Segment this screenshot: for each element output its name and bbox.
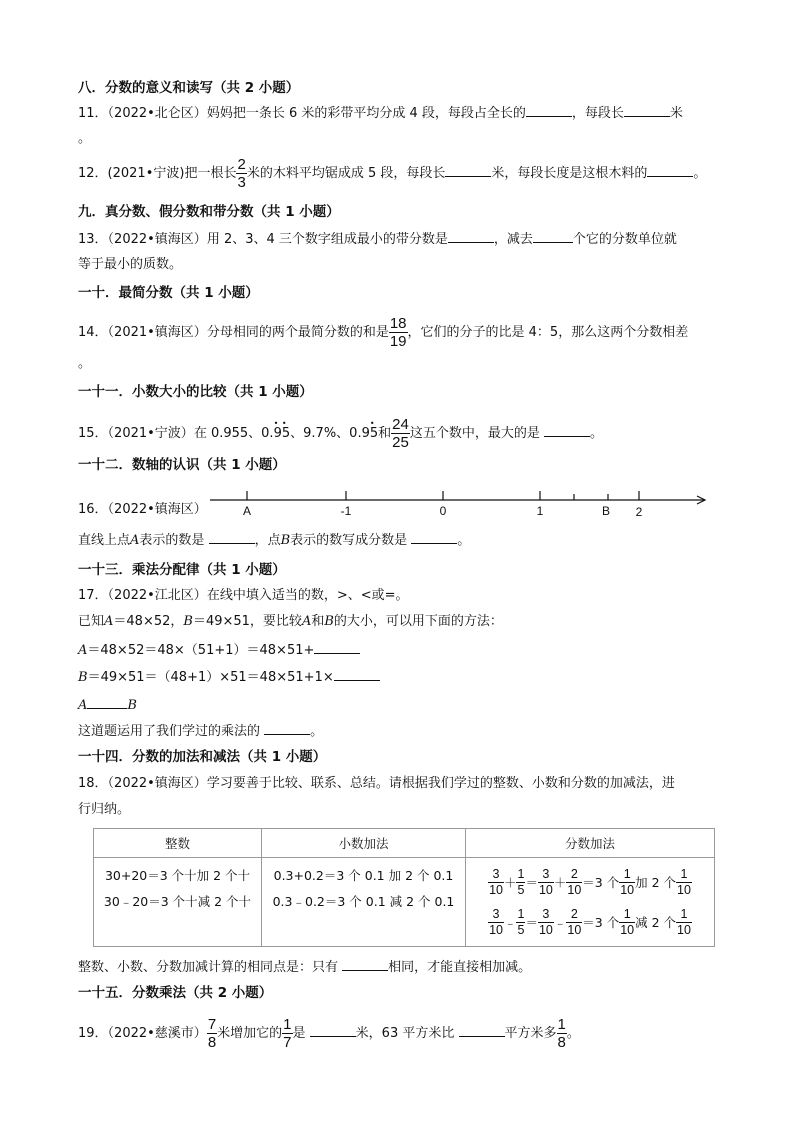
- answer-blank[interactable]: [334, 667, 380, 681]
- table-cell-fraction: [466, 858, 715, 947]
- section-heading-11: 一十一．小数大小的比较（共 1 小题）: [78, 384, 313, 400]
- axis-label-1: 1: [536, 504, 544, 517]
- question-17-line3: A＝48×52＝48×（51+1）＝48×51+: [78, 640, 360, 660]
- fraction: $\frac{7}{8}$: [207, 1016, 217, 1051]
- question-13-cont: 等于最小的质数。: [78, 257, 183, 272]
- answer-blank[interactable]: [310, 1023, 356, 1037]
- question-17-line5: A B: [78, 695, 137, 715]
- answer-blank[interactable]: [533, 229, 573, 243]
- question-19: 19．（2022•慈溪市） $\frac{7}{8}$ 米增加它的 $\frac{1}{7}$ 是 米，63 平方米比 平方米多 $\frac{1}{8}$ 。: [78, 1016, 580, 1051]
- table-header-integer: 整数: [94, 829, 262, 858]
- question-15: 15．（2021•宁波）在 0.955、0.• 9• 5、9.7%、0.9• 5和 $\frac{24}{25}$ 这五个数中，最大的是 。: [78, 417, 603, 450]
- axis-label-0: 0: [439, 504, 447, 517]
- fraction: $\frac{1}{7}$: [283, 1016, 292, 1051]
- table-header-fraction: 分数加法: [466, 829, 715, 858]
- fraction-row-add: 3 10 ＋ 1 5 ＝ 3 10 ＋ 2 10 ＝3 个 1 10 加 2 个 1 10: [489, 867, 691, 897]
- answer-blank[interactable]: [411, 530, 457, 544]
- fraction-row-sub: 3 10 ﹣ 1 5 ＝ 3 10 ﹣ 2 10 ＝3 个 1 10 减 2 个 1 10: [489, 907, 691, 937]
- answer-blank[interactable]: [448, 229, 494, 243]
- answer-blank[interactable]: [624, 103, 670, 117]
- section-heading-9: 九．真分数、假分数和带分数（共 1 小题）: [78, 204, 340, 220]
- answer-blank[interactable]: [526, 103, 572, 117]
- repeating-digit: • 5: [282, 425, 290, 443]
- question-18: 18．（2022•镇海区）学习要善于比较、联系、总结。请根据我们学过的整数、小数和分数的加减法，进: [78, 776, 675, 791]
- comparison-table: [93, 828, 715, 947]
- question-14: 14．（2021•镇海区）分母相同的两个最简分数的和是 $\frac{18}{19}$ ，它们的分子的比是 4：5，那么这两个分数相差: [78, 315, 689, 350]
- question-11-end: 。: [78, 131, 92, 146]
- table-cell-decimal: 0.3+0.2＝3 个 0.1 加 2 个 0.1 0.3﹣0.2＝3 个 0.1 减 2 个 0.1: [262, 858, 466, 947]
- question-12: 12．(2021•宁波)把一根长 $\frac{2}{3}$ 米的木料平均锯成成 5 段，每段长 米，每段长度是这根木料的 。: [78, 156, 707, 191]
- question-17-line2: 已知A＝48×52，B＝49×51，要比较A和B的大小，可以用下面的方法：: [78, 614, 503, 629]
- axis-label-2: 2: [635, 505, 643, 517]
- fraction: $\frac{1}{8}$: [557, 1016, 566, 1051]
- answer-blank[interactable]: [445, 163, 491, 177]
- section-heading-14: 一十四．分数的加法和减法（共 1 小题）: [78, 749, 327, 765]
- section-heading-13: 一十三．乘法分配律（共 1 小题）: [78, 562, 286, 578]
- table-cell-integer: 30+20＝3 个十加 2 个十 30﹣20＝3 个十减 2 个十: [94, 858, 262, 947]
- table-header-decimal: 小数加法: [262, 829, 466, 858]
- question-11: 11．（2022•北仑区）妈妈把一条长 6 米的彩带平均分成 4 段，每段占全长的 ，每段长 米: [78, 103, 683, 123]
- question-18-answer: 整数、小数、分数加减计算的相同点是：只有 相同，才能直接相加减。: [78, 957, 531, 977]
- question-16-source: 16．（2022•镇海区）: [78, 502, 207, 517]
- repeating-digit: • 5: [370, 425, 378, 443]
- answer-blank[interactable]: [87, 695, 127, 709]
- question-13: 13．（2022•镇海区）用 2、3、4 三个数字组成最小的带分数是 ，减去 个它的分数单位就: [78, 229, 677, 249]
- number-line: [205, 485, 715, 517]
- question-16: 直线上点A表示的数是 ，点B表示的数写成分数是 。: [78, 530, 470, 550]
- question-14-end: 。: [78, 356, 92, 371]
- answer-blank[interactable]: [209, 530, 255, 544]
- answer-blank[interactable]: [342, 957, 388, 971]
- section-heading-8: 八．分数的意义和读写（共 2 小题）: [78, 80, 300, 96]
- question-17: 17．（2022•江北区）在线中填入适当的数，>、<或=。: [78, 588, 409, 603]
- axis-label-A: A: [242, 504, 252, 517]
- answer-blank[interactable]: [264, 721, 310, 735]
- answer-blank[interactable]: [544, 423, 590, 437]
- section-heading-12: 一十二．数轴的认识（共 1 小题）: [78, 457, 286, 473]
- fraction: $\frac{24}{25}$: [392, 416, 409, 451]
- repeating-digit: • 9: [274, 425, 282, 443]
- question-17-line6: 这道题运用了我们学过的乘法的 。: [78, 721, 323, 741]
- question-18-cont: 行归纳。: [78, 802, 131, 817]
- axis-label-B: B: [601, 504, 611, 517]
- fraction: $\frac{18}{19}$: [389, 315, 407, 350]
- answer-blank[interactable]: [459, 1023, 505, 1037]
- answer-blank[interactable]: [647, 163, 693, 177]
- fraction: $\frac{2}{3}$: [237, 156, 246, 191]
- section-heading-10: 一十．最简分数（共 1 小题）: [78, 285, 259, 301]
- section-heading-15: 一十五．分数乘法（共 2 小题）: [78, 985, 273, 1001]
- question-17-line4: B＝49×51＝（48+1）×51＝48×51+1×: [78, 667, 380, 687]
- answer-blank[interactable]: [314, 640, 360, 654]
- axis-label-minus-1: -1: [340, 504, 352, 517]
